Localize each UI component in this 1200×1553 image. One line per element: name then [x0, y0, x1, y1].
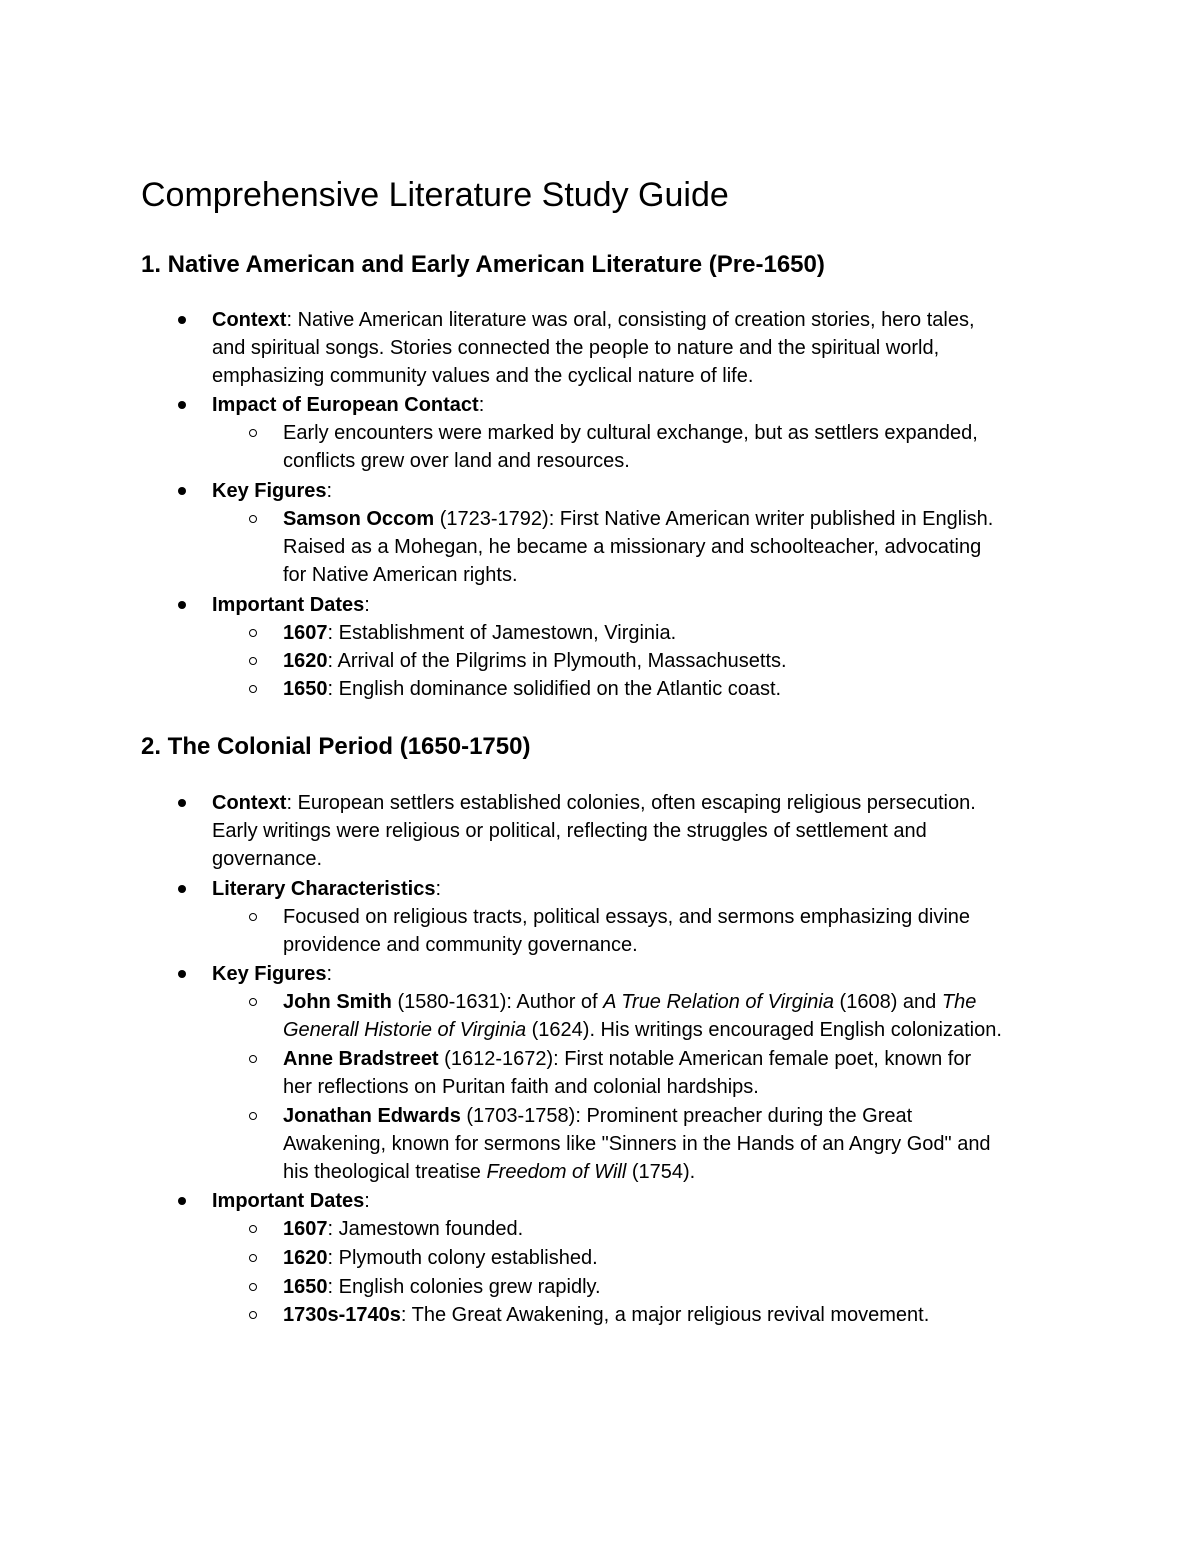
s1-context-text: emphasizing community values and the cyclical nature of life. — [212, 365, 754, 387]
document-title: Comprehensive Literature Study Guide — [141, 176, 729, 214]
s2-date-item: 1730s-1740s: The Great Awakening, a major religious revival movement. — [283, 1304, 930, 1326]
s1-impact-text: Early encounters were marked by cultural exchange, but as settlers expanded, — [283, 422, 978, 444]
s2-figure-edwards: Jonathan Edwards (1703-1758): Prominent preacher during the Great — [283, 1105, 913, 1127]
s1-figure-occom-text: for Native American rights. — [283, 564, 518, 586]
bullet-icon — [178, 970, 186, 978]
s2-date-item: 1620: Plymouth colony established. — [283, 1247, 598, 1269]
s1-dates-line: Important Dates: — [212, 594, 370, 616]
bullet-icon — [178, 401, 186, 409]
s2-figure-smith: John Smith (1580-1631): Author of A True Relation of Virginia (1608) and The — [283, 991, 977, 1013]
circle-bullet-icon — [249, 1112, 257, 1120]
s2-characteristics-line: Literary Characteristics: — [212, 878, 442, 900]
s2-figure-edwards-text: his theological treatise Freedom of Will (1754). — [283, 1161, 696, 1183]
s2-figure-bradstreet: Anne Bradstreet (1612-1672): First notable American female poet, known for — [283, 1048, 972, 1070]
s2-characteristics-label: Literary Characteristics — [212, 878, 436, 900]
bullet-icon — [178, 601, 186, 609]
s1-context-text: and spiritual songs. Stories connected the people to nature and the spiritual world, — [212, 337, 940, 359]
s1-dates-label: Important Dates — [212, 594, 365, 616]
s2-figure-bradstreet-text: her reflections on Puritan faith and colonial hardships. — [283, 1076, 759, 1098]
s1-context-line: Context: Native American literature was oral, consisting of creation stories, hero tales, — [212, 309, 975, 331]
circle-bullet-icon — [249, 685, 257, 693]
bullet-icon — [178, 487, 186, 495]
bullet-icon — [178, 316, 186, 324]
s1-date-item: 1620: Arrival of the Pilgrims in Plymouth, Massachusetts. — [283, 650, 787, 672]
s1-figure-occom-text: Raised as a Mohegan, he became a missionary and schoolteacher, advocating — [283, 536, 982, 558]
circle-bullet-icon — [249, 1055, 257, 1063]
s2-context-text: Early writings were religious or political, reflecting the struggles of settlement and — [212, 820, 927, 842]
circle-bullet-icon — [249, 657, 257, 665]
s1-date-item: 1650: English dominance solidified on the Atlantic coast. — [283, 678, 782, 700]
s2-key-figures-label: Key Figures — [212, 963, 327, 985]
s1-context-label: Context — [212, 309, 287, 331]
bullet-icon — [178, 1197, 186, 1205]
bullet-icon — [178, 885, 186, 893]
s1-key-figures-label: Key Figures — [212, 480, 327, 502]
s2-date-item: 1650: English colonies grew rapidly. — [283, 1276, 601, 1298]
section-2-heading: 2. The Colonial Period (1650-1750) — [141, 733, 531, 760]
s2-figure-smith-text: Generall Historie of Virginia (1624). His writings encouraged English colonization. — [283, 1019, 1002, 1041]
s1-impact-line: Impact of European Contact: — [212, 394, 485, 416]
circle-bullet-icon — [249, 1225, 257, 1233]
s1-date-item: 1607: Establishment of Jamestown, Virginia. — [283, 622, 677, 644]
circle-bullet-icon — [249, 998, 257, 1006]
s2-dates-label: Important Dates — [212, 1190, 365, 1212]
circle-bullet-icon — [249, 1283, 257, 1291]
s2-date-item: 1607: Jamestown founded. — [283, 1218, 524, 1240]
s2-dates-line: Important Dates: — [212, 1190, 370, 1212]
circle-bullet-icon — [249, 913, 257, 921]
s2-context-label: Context — [212, 792, 287, 814]
s2-context-text: governance. — [212, 848, 323, 870]
s1-impact-label: Impact of European Contact — [212, 394, 479, 416]
s2-key-figures-line: Key Figures: — [212, 963, 333, 985]
s2-context-line: Context: European settlers established colonies, often escaping religious persecution. — [212, 792, 976, 814]
s1-impact-text: conflicts grew over land and resources. — [283, 450, 630, 472]
circle-bullet-icon — [249, 1311, 257, 1319]
circle-bullet-icon — [249, 629, 257, 637]
s2-characteristics-text: Focused on religious tracts, political essays, and sermons emphasizing divine — [283, 906, 971, 928]
circle-bullet-icon — [249, 429, 257, 437]
s1-figure-occom: Samson Occom (1723-1792): First Native American writer published in English. — [283, 508, 994, 530]
circle-bullet-icon — [249, 1254, 257, 1262]
bullet-icon — [178, 799, 186, 807]
s1-key-figures-line: Key Figures: — [212, 480, 333, 502]
circle-bullet-icon — [249, 515, 257, 523]
section-1-heading: 1. Native American and Early American Literature (Pre-1650) — [141, 251, 825, 278]
s2-characteristics-text: providence and community governance. — [283, 934, 638, 956]
s2-figure-edwards-text: Awakening, known for sermons like "Sinners in the Hands of an Angry God" and — [283, 1133, 991, 1155]
